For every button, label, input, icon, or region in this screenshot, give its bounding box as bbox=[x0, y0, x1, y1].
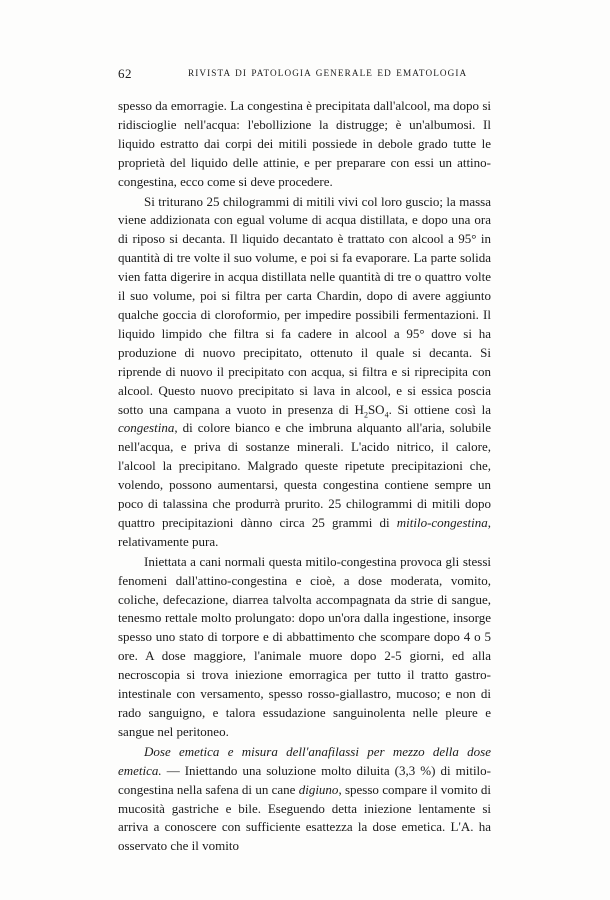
body-text bbox=[118, 97, 491, 856]
paragraph-2-text-d: , relativamente pura. bbox=[118, 514, 491, 549]
page-number: 62 bbox=[118, 66, 132, 81]
paragraph-2-text-c: , di colore bianco e che imbruna alquanto all'aria, solubile nell'acqua, e priva di sostanze minerali. L'acido nitrico, il calore, l'alcool la precipitano. Malgrado queste ripetute precipitazioni che, volendo, possono aumentarsi, questa congestina contiene sempre un poco di talassina che produrrà prurito. 25 chilogrammi di mitili dopo quattro precipitazioni dànno circa 25 grammi di bbox=[118, 420, 491, 530]
section-heading: Dose emetica e misura dell'anafilassi per mezzo della dose emetica. bbox=[118, 743, 491, 778]
term-mitilo-congestina: mitilo-congestina bbox=[396, 514, 488, 530]
subscript-4: 4 bbox=[384, 410, 389, 420]
term-congestina: congestina bbox=[118, 420, 175, 436]
paragraph-4-text-a: Iniettando una soluzione molto diluita (3,3 %) di mitilo-congestina nella safena di un cane bbox=[118, 762, 491, 797]
paragraph-2-text-b: . Si ottiene così la bbox=[388, 401, 491, 417]
formula-so: SO bbox=[367, 401, 385, 417]
paragraph-3: Iniettata a cani normali questa mitilo-congestina provoca gli stessi fenomeni dall'attino-congestina e cioè, a dose moderata, vomito, coliche, defecazione, diarrea talvolta accompagnata da strie di sangue, tenesmo rettale molto prolungato: dopo un'ora dalla ingestione, insorge spesso uno stato di torpore e di abbattimento che scompare dopo 4 o 5 ore. A dose maggiore, l'animale muore dopo 2-5 giorni, ed alla necroscopia si trova iniezione emorragica per tutto il tratto gastro-intestinale con versamento, spesso rosso-giallastro, mucoso; e non di rado sanguigno, e talora essudazione sanguinolenta nelle pleure e sangue nel peritoneo. bbox=[118, 553, 491, 739]
paragraph-4 bbox=[118, 743, 491, 856]
running-head: RIVISTA DI PATOLOGIA GENERALE ED EMATOLOGIA bbox=[188, 68, 468, 78]
subscript-2: 2 bbox=[363, 410, 368, 420]
heading-dash: — bbox=[161, 762, 185, 778]
paragraph-2-text-a: Si triturano 25 chilogrammi di mitili vivi col loro guscio; la massa viene addizionata con egual volume di acqua distillata, e dopo una ora di riposo si decanta. Il liquido decantato è trattato con alcool a 95° in quantità di tre volte il suo volume, e poi si fa evaporare. La parte solida vien fatta digerire in acqua distillata nelle quantità di tre o quattro volte il suo volume, poi si filtra per carta Chardin, dopo di avere aggiunto qualche goccia di cloroformio, per impedire possibili fermentazioni. Il liquido limpido che filtra si fa cadere in alcool a 95° dove si ha produzione di nuovo precipitato, ottenuto il quale si decanta. Si riprende di nuovo il precipitato con acqua, si filtra e si riprecipita con alcool. Questo nuovo precipitato si lava in alcool, e si essica poscia sotto una campana a vuoto in presenza di H bbox=[118, 193, 491, 417]
paragraph-2 bbox=[118, 193, 491, 552]
paragraph-1: spesso da emorragie. La congestina è precipitata dall'alcool, ma dopo si ridiscioglie nell'acqua: l'ebollizione la distrugge; è un'albumosi. Il liquido estratto dai corpi dei mitili possiede in debole grado tutte le proprietà del liquido delle attinie, e per preparare con essi un attino-congestina, ecco come si deve procedere. bbox=[118, 98, 491, 189]
paragraph-4-text-b: , spesso compare il vomito di mucosità gastriche e bile. Eseguendo detta iniezione lentamente si arriva a conoscere con sufficiente esattezza la dose emetica. L'A. ha osservato che il vomito bbox=[118, 781, 491, 854]
term-digiuno: digiuno bbox=[298, 781, 339, 797]
page-header bbox=[118, 66, 490, 82]
